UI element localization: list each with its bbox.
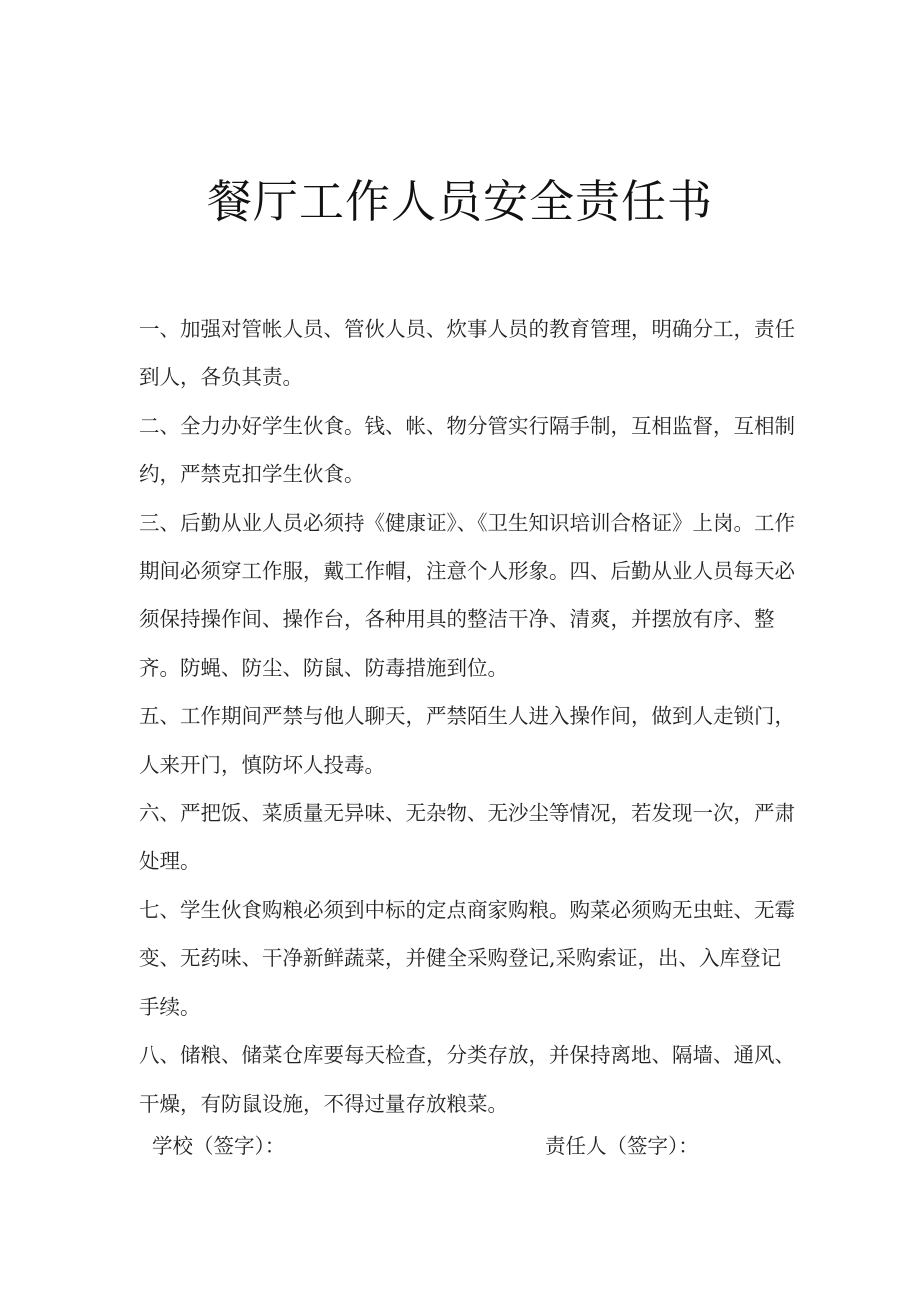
responsible-person-signature-label: 责任人（签字）： (545, 1134, 699, 1158)
document-title: 餐厅工作人员安全责任书 (206, 175, 713, 228)
paragraph-5: 六、严把饭、菜质量无异味、无杂物、无沙尘等情况，若发现一次，严肃处理。 (139, 801, 795, 874)
paragraph-3: 三、后勤从业人员必须持《健康证》、《卫生知识培训合格证》上岗。工作期间必须穿工作服，戴工作帽，注意个人形象。四、后勤从业人员每天必须保持操作间、操作台，各种用具的整洁干净、清爽，并摆放有序、整齐。防蝇、防尘、防鼠、防毒措施到位。 (139, 510, 795, 680)
paragraph-4: 五、工作期间严禁与他人聊天，严禁陌生人进入操作间，做到人走锁门，人来开门，慎防坏人投毒。 (139, 704, 795, 777)
document-body (139, 305, 799, 1128)
paragraph-1: 一、加强对管帐人员、管伙人员、炊事人员的教育管理，明确分工，责任到人，各负其责。 (139, 317, 795, 390)
paragraph-6: 七、学生伙食购粮必须到中标的定点商家购粮。购菜必须购无虫蛀、无霉变、无药味、干净新鲜蔬菜，并健全采购登记,采购索证，出、入库登记手续。 (139, 897, 795, 1019)
signature-block (0, 1122, 920, 1172)
school-signature-label: 学校（签字）： (152, 1134, 286, 1158)
paragraph-7: 八、储粮、储菜仓库要每天检查，分类存放，并保持离地、隔墙、通风、干燥，有防鼠设施，不得过量存放粮菜。 (139, 1043, 795, 1116)
paragraph-2: 二、全力办好学生伙食。钱、帐、物分管实行隔手制，互相监督，互相制约，严禁克扣学生伙食。 (139, 413, 795, 487)
